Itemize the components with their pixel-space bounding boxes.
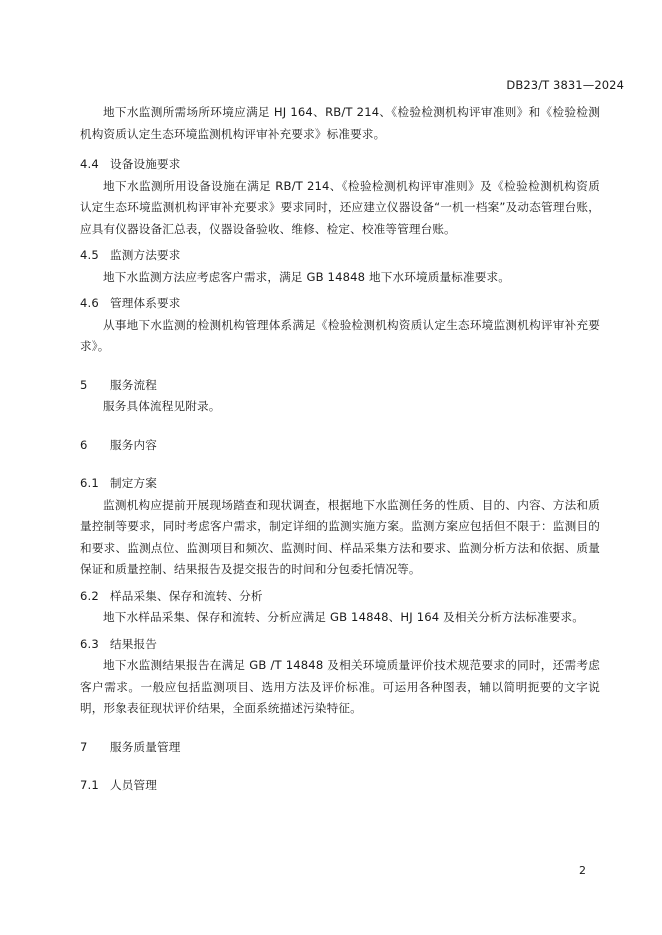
section-number: 7 [80,739,88,754]
section-4-6-heading [80,293,600,315]
page-number: 2 [579,864,586,877]
section-6-heading [80,435,600,457]
section-number: 5 [80,377,88,392]
section-7-1-heading [80,775,600,797]
paragraph-4-6: 从事地下水监测的检测机构管理体系满足《检验检测机构资质认定生态环境监测机构评审补充要求》。 [80,317,600,353]
section-6-1-heading [80,473,600,495]
paragraph-4-5: 地下水监测方法应考虑客户需求，满足 GB 14848 地下水环境质量标准要求。 [103,269,510,284]
section-number: 6.3 [80,636,99,651]
section-5-heading [80,375,600,397]
section-title: 管理体系要求 [110,296,181,310]
section-number: 4.6 [80,296,99,310]
section-title: 设备设施要求 [110,157,181,171]
section-title: 服务质量管理 [110,739,181,754]
paragraph-6-3: 地下水监测结果报告在满足 GB /T 14848 及相关环境质量评价技术规范要求的同时，还需考虑客户需求。一般应包括监测项目、选用方法及评价标准。可运用各种图表，辅以简明扼要的文字说明，形象表征现状评价结果，全面系统描述污染特征。 [80,658,600,715]
section-number: 4.5 [80,248,99,262]
section-title: 人员管理 [110,778,157,792]
section-title: 结果报告 [110,636,157,651]
section-4-4-heading [80,154,600,176]
section-number: 7.1 [80,778,99,792]
paragraph-6-1: 监测机构应提前开展现场踏查和现状调查，根据地下水监测任务的性质、目的、内容、方法和质量控制等要求，同时考虑客户需求，制定详细的监测实施方案。监测方案应包括但不限于：监测目的和要求、监测点位、监测项目和频次、监测时间、样品采集方法和要求、监测分析方法和依据、质量保证和质量控制、结果报告及提交报告的时间和分包委托情况等。 [80,497,600,576]
section-4-5-heading [80,245,600,267]
document-code: DB23/T 3831—2024 [506,78,624,92]
paragraph-6-2: 地下水样品采集、保存和流转、分析应满足 GB 14848、HJ 164 及相关分析方法标准要求。 [103,610,585,624]
paragraph-5: 服务具体流程见附录。 [103,399,221,413]
section-6-2-heading [80,586,600,608]
section-number: 4.4 [80,157,99,171]
section-title: 服务内容 [110,437,157,452]
paragraph-environment: 地下水监测所需场所环境应满足 HJ 164、RB/T 214、《检验检测机构评审准则》和《检验检测机构资质认定生态环境监测机构评审补充要求》标准要求。 [80,105,600,141]
document-body [80,102,600,797]
section-6-3-heading [80,634,600,656]
section-number: 6.2 [80,588,99,603]
section-number: 6 [80,437,88,452]
paragraph-4-4: 地下水监测所用设备设施在满足 RB/T 214、《检验检测机构评审准则》及《检验检测机构资质认定生态环境监测机构评审补充要求》要求同时，还应建立仪器设备“一机一档案”及动态管理台账，应具有仪器设备汇总表，仪器设备验收、维修、检定、校准等管理台账。 [80,178,600,236]
section-title: 制定方案 [110,476,157,490]
section-title: 监测方法要求 [110,248,181,262]
section-7-heading [80,737,600,759]
section-number: 6.1 [80,476,99,490]
section-title: 服务流程 [110,377,157,392]
section-title: 样品采集、保存和流转、分析 [110,588,263,603]
